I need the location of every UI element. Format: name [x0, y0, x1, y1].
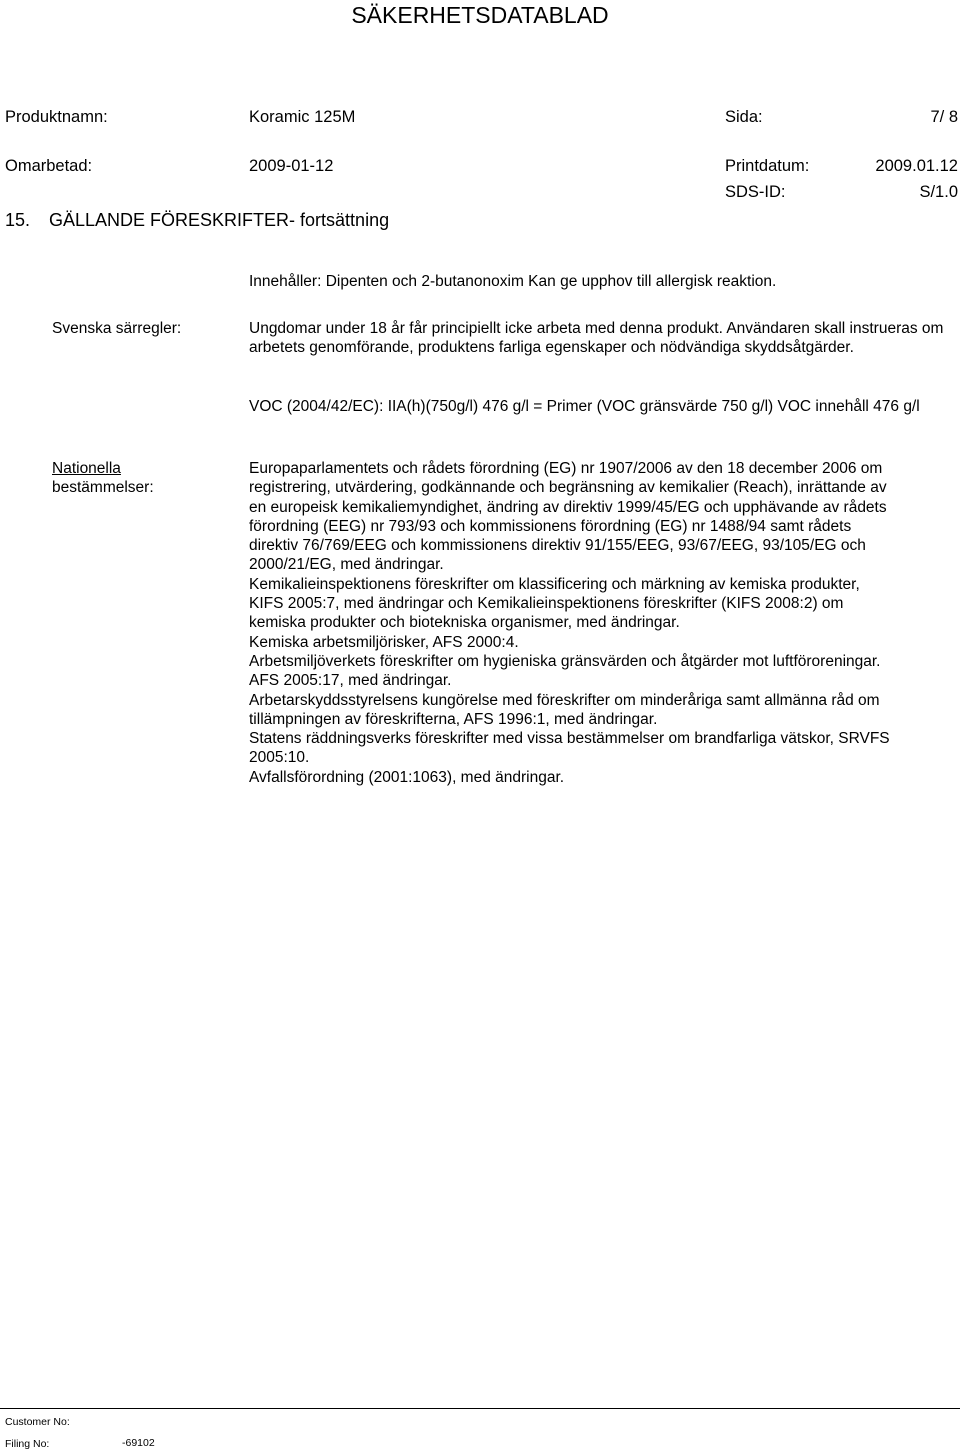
- regulation-line: 2000/21/EG, med ändringar.: [249, 556, 444, 574]
- regulation-line: kemiska produkter och biotekniska organismer, med ändringar.: [249, 614, 680, 632]
- regulation-line: förordning (EEG) nr 793/93 och kommissionens förordning (EG) nr 1488/94 samt rådets: [249, 517, 852, 535]
- print-date-value: 2009.01.12: [875, 157, 958, 175]
- regulation-line: Statens räddningsverks föreskrifter med vissa bestämmelser om brandfarliga vätskor, SRVFS: [249, 730, 890, 748]
- national-regulations-list: [249, 459, 960, 787]
- document-title: SÄKERHETSDATABLAD: [351, 2, 609, 28]
- regulation-line: Avfallsförordning (2001:1063), med ändringar.: [249, 768, 565, 786]
- regulation-line: registrering, utvärdering, godkännande och begränsning av kemikalier (Reach), inrättande av: [249, 479, 887, 497]
- regulation-line: Arbetarskyddsstyrelsens kungörelse med föreskrifter om minderåriga samt allmänna råd om: [249, 691, 880, 709]
- print-date-label: Printdatum:: [725, 157, 810, 175]
- product-name-label: Produktnamn:: [5, 108, 108, 126]
- revised-date: 2009-01-12: [249, 157, 334, 175]
- regulation-line: Kemiska arbetsmiljörisker, AFS 2000:4.: [249, 633, 519, 651]
- filing-no-value: -69102: [122, 1437, 155, 1449]
- national-label-line2: bestämmelser:: [52, 479, 154, 496]
- sds-id-label: SDS-ID:: [725, 183, 786, 201]
- regulation-line: Europaparlamentets och rådets förordning (EG) nr 1907/2006 av den 18 december 2006 om: [249, 460, 883, 477]
- regulation-line: tillämpningen av föreskrifterna, AFS 1996:1, med ändringar.: [249, 710, 658, 728]
- voc-statement: VOC (2004/42/EC): IIA(h)(750g/l) 476 g/l = Primer (VOC gränsvärde 750 g/l) VOC innehåll 476 g/l: [249, 398, 920, 415]
- page-label: Sida:: [725, 108, 763, 126]
- regulation-line: 2005:10.: [249, 749, 310, 767]
- section-title: GÄLLANDE FÖRESKRIFTER- fortsättning: [49, 210, 390, 230]
- contains-statement: Innehåller: Dipenten och 2-butanonoxim Kan ge upphov till allergisk reaktion.: [249, 273, 777, 290]
- filing-no-label: Filing No:: [5, 1438, 50, 1450]
- revised-label: Omarbetad:: [5, 157, 93, 175]
- page-value: 7/ 8: [930, 108, 958, 126]
- footer-divider: [0, 1408, 960, 1409]
- product-name-value: Koramic 125M: [249, 108, 356, 126]
- customer-no-label: Customer No:: [5, 1416, 70, 1428]
- section-number: 15.: [5, 210, 31, 230]
- regulation-line: en europeisk kemikaliemyndighet, ändring av direktiv 1999/45/EG och upphävande av rådets: [249, 498, 887, 516]
- regulation-line: Arbetsmiljöverkets föreskrifter om hygieniska gränsvärden och åtgärder mot luftföroreningar.: [249, 652, 881, 670]
- regulation-line: KIFS 2005:7, med ändringar och Kemikalieinspektionens föreskrifter (KIFS 2008:2) om: [249, 595, 844, 613]
- sds-id-value: S/1.0: [919, 183, 958, 201]
- swedish-rules-text: Ungdomar under 18 år får principiellt icke arbeta med denna produkt. Användaren skall instrueras om arbetets genomförande, produktens farliga egenskaper och nödvändiga skyddsåtgärder.: [249, 320, 944, 357]
- regulation-line: AFS 2005:17, med ändringar.: [249, 672, 452, 690]
- national-label-line1: Nationella: [52, 460, 121, 477]
- regulation-line: direktiv 76/769/EEG och kommissionens direktiv 91/155/EEG, 93/67/EEG, 93/105/EG och: [249, 537, 866, 555]
- swedish-rules-label: Svenska särregler:: [52, 320, 182, 337]
- regulation-line: Kemikalieinspektionens föreskrifter om klassificering och märkning av kemiska produkter,: [249, 575, 860, 593]
- national-label: [52, 459, 154, 497]
